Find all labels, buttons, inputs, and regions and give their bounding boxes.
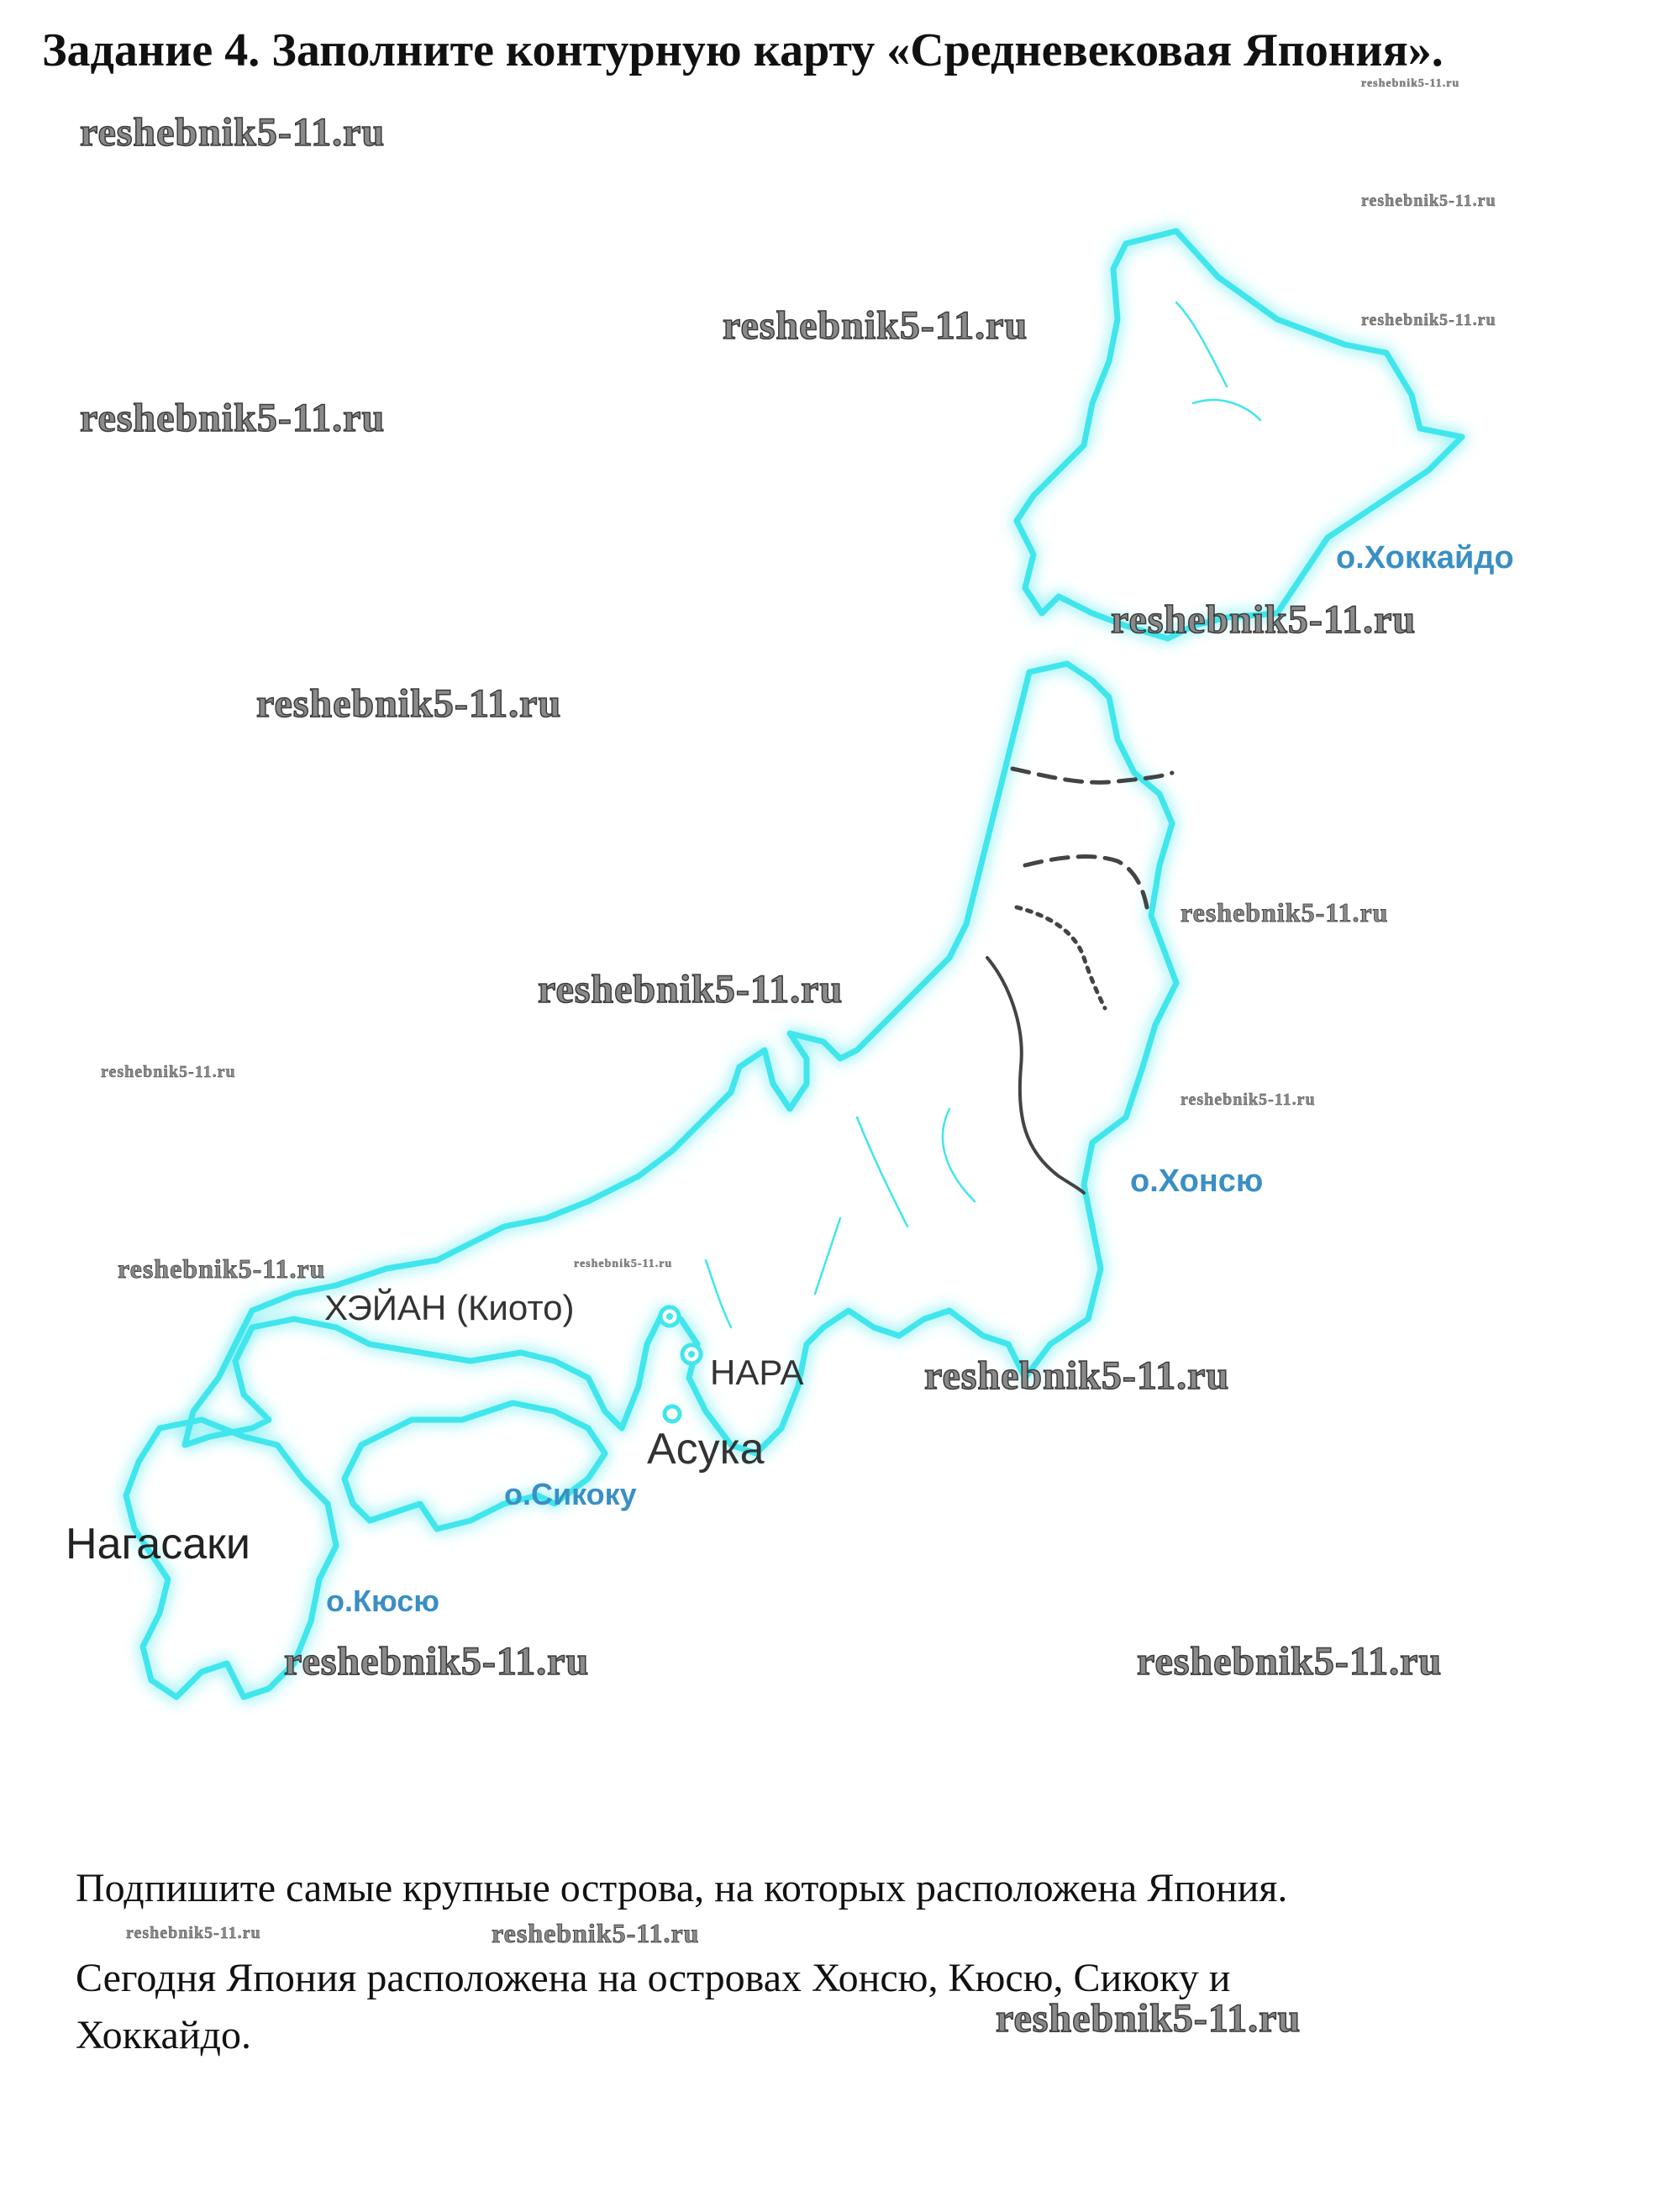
watermark: reshebnik5-11.ru: [538, 967, 844, 1011]
watermark: reshebnik5-11.ru: [1361, 192, 1496, 210]
label-nagasaki: Нагасаки: [66, 1520, 250, 1568]
river-honshu-1: [857, 1117, 907, 1227]
hokkaido-outline: [1017, 231, 1462, 638]
watermark: reshebnik5-11.ru: [1137, 1639, 1443, 1684]
watermark: reshebnik5-11.ru: [80, 110, 386, 155]
label-nara: НАРА: [710, 1353, 804, 1392]
label-shikoku: о.Сикоку: [504, 1477, 637, 1511]
watermark: reshebnik5-11.ru: [1361, 77, 1460, 90]
question-text: Подпишите самые крупные острова, на которых расположена Япония.: [76, 1866, 1288, 1910]
watermark: reshebnik5-11.ru: [723, 303, 1028, 348]
watermark: reshebnik5-11.ru: [1181, 897, 1389, 927]
label-heian: ХЭЙАН (Киото): [324, 1288, 575, 1327]
watermark: reshebnik5-11.ru: [574, 1258, 673, 1270]
watermark: reshebnik5-11.ru: [126, 1924, 261, 1942]
river-hokkaido-2: [1193, 400, 1260, 420]
label-hokkaido: о.Хоккайдо: [1336, 540, 1514, 575]
watermark: reshebnik5-11.ru: [284, 1639, 590, 1684]
asuka-marker: [665, 1406, 680, 1421]
watermark: reshebnik5-11.ru: [1111, 597, 1417, 642]
river-honshu-4: [706, 1260, 731, 1327]
label-asuka: Асука: [647, 1425, 765, 1474]
watermark: reshebnik5-11.ru: [996, 1996, 1302, 2041]
boundary-dashed-north: [1012, 769, 1172, 782]
watermark: reshebnik5-11.ru: [492, 1918, 700, 1948]
river-honshu-3: [815, 1218, 840, 1294]
boundary-solid: [987, 958, 1084, 1193]
label-kyushu: о.Кюсю: [326, 1584, 439, 1618]
river-hokkaido-1: [1176, 302, 1227, 386]
watermark: reshebnik5-11.ru: [924, 1353, 1230, 1398]
watermark: reshebnik5-11.ru: [1361, 311, 1496, 329]
watermark: reshebnik5-11.ru: [118, 1253, 326, 1284]
label-honshu: о.Хонсю: [1130, 1164, 1264, 1199]
boundary-dashed-middle: [1025, 857, 1147, 907]
boundary-dotted: [1017, 907, 1105, 1008]
watermark: reshebnik5-11.ru: [101, 1063, 236, 1081]
honshu-outline: [185, 664, 1176, 1453]
watermark: reshebnik5-11.ru: [80, 396, 386, 440]
answer-line-1: Сегодня Япония расположена на островах Хонсю, Кюсю, Сикоку и: [76, 1956, 1231, 2000]
river-honshu-2: [943, 1109, 975, 1201]
task-title: Задание 4. Заполните контурную карту «Средневековая Япония».: [42, 24, 1444, 76]
watermark: reshebnik5-11.ru: [1181, 1090, 1316, 1109]
answer-line-2: Хоккайдо.: [76, 2013, 251, 2057]
watermark: reshebnik5-11.ru: [256, 681, 562, 726]
